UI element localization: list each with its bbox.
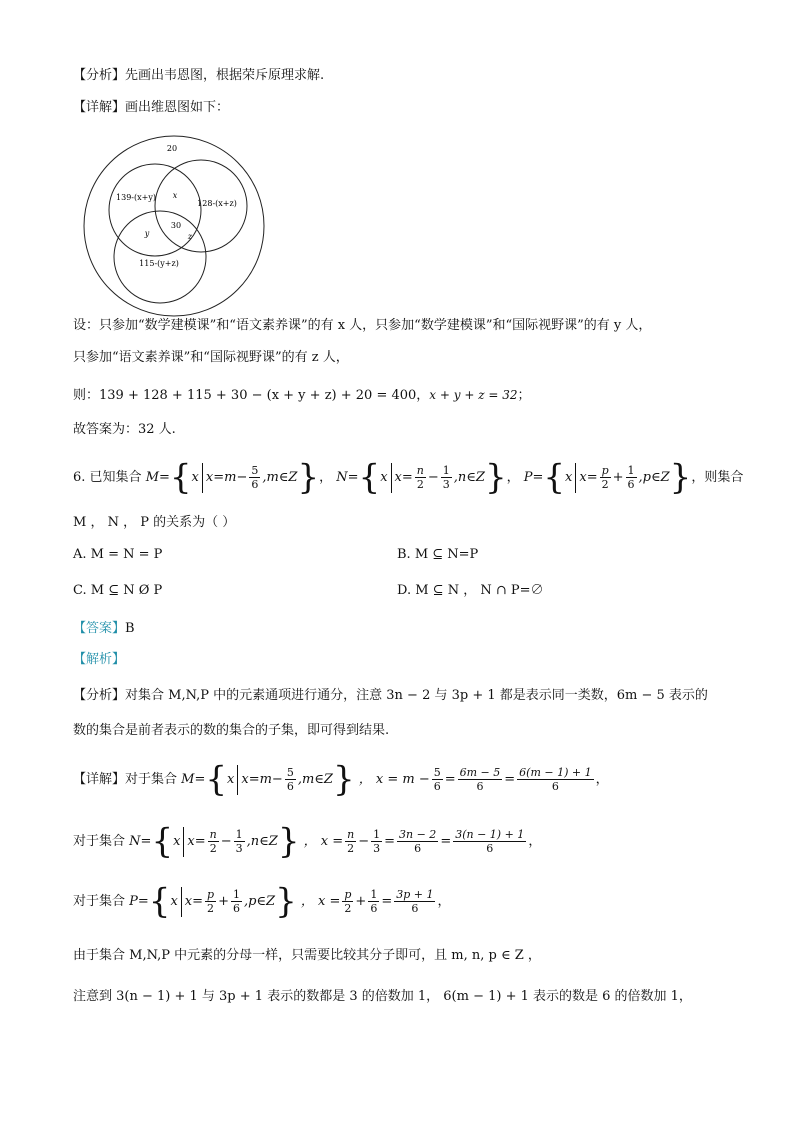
- q6-p-var: x: [565, 470, 573, 485]
- analysis2-line1: 对集合 M,N,P 中的元素通项进行通分，注意 3n − 2 与 3p + 1 都是表示同一类数，6m − 5 表示的: [125, 688, 708, 703]
- option-a: A. M = N = P: [73, 547, 163, 562]
- detail2-n-expr: x=: [187, 834, 206, 849]
- q6-n-rbrace: }: [484, 457, 507, 498]
- detail2-p-f2n: 1: [370, 888, 378, 901]
- q6-sep-2: ，: [506, 470, 520, 485]
- detail2-n-rbrace: }: [277, 821, 300, 862]
- equation-sum: x + y + z = 32: [429, 388, 518, 402]
- detail2-p-fad: 2: [207, 902, 215, 915]
- q6-p-lbrace: {: [543, 457, 566, 498]
- q6-p-num2: 1: [627, 464, 635, 477]
- detail2-n-name: N=: [129, 834, 152, 849]
- q6-n-num1: n: [416, 464, 424, 477]
- detail2-n-f3n: 3n − 2: [399, 828, 437, 841]
- detail2-p-f2: [368, 888, 379, 915]
- detail2-m-f1n: 5: [433, 766, 441, 779]
- detail2-tag: 【详解】: [73, 772, 126, 787]
- venn-label-x: x: [172, 191, 178, 200]
- detail2-p-expr: x=: [184, 894, 204, 909]
- detail-m-line: [73, 759, 609, 800]
- detail2-p-fbd: 6: [232, 902, 240, 915]
- q6-m-tail: ,m∈Z: [262, 470, 298, 485]
- q6-p-frac-2: [626, 464, 637, 491]
- detail2-p-plus: +: [355, 894, 367, 909]
- detail2-n-bar: [183, 827, 184, 857]
- q6-p-bar: [575, 463, 576, 493]
- detail2-p-rbrace: }: [275, 881, 297, 922]
- detail2-n-f1n: n: [347, 828, 355, 841]
- detail2-m-f2d: 6: [476, 780, 484, 793]
- detail2-n-fad: 2: [209, 842, 217, 855]
- detail2-p-f1: [342, 888, 353, 915]
- detail2-p-fa: [205, 888, 216, 915]
- detail2-p-eq: =: [381, 894, 393, 909]
- detail2-n-tail: ,n∈Z: [246, 834, 278, 849]
- detail2-n-f1: [345, 828, 356, 855]
- q6-n-bar: [391, 463, 392, 493]
- q6-m-lbrace: {: [169, 457, 192, 498]
- equation-end: ；: [517, 388, 531, 403]
- q6-n-frac-2: [441, 464, 452, 491]
- q6-m-rbrace: }: [297, 457, 320, 498]
- analysis-text: 先画出韦恩图，根据荣斥原理求解.: [125, 68, 325, 83]
- detail2-m-eq2: =: [504, 772, 516, 787]
- setup-line-2: 只参加“语文素养课”和“国际视野课”的有 z 人，: [73, 350, 349, 365]
- equation-line: [73, 386, 531, 405]
- detail2-n-var: x: [173, 834, 181, 849]
- answer-line-2: [73, 620, 135, 638]
- q6-m-num: 5: [251, 464, 259, 477]
- detail-line-1: [73, 99, 229, 117]
- detail2-m-f3n: 6(m − 1) + 1: [519, 766, 592, 779]
- q6-n-lbrace: {: [358, 457, 381, 498]
- q6-sep-1: ，: [319, 470, 333, 485]
- detail2-m-f2: [458, 766, 503, 793]
- q6-n-frac-1: [415, 464, 426, 491]
- q6-n-minus: −: [427, 470, 439, 485]
- detail2-n-f4n: 3(n − 1) + 1: [455, 828, 525, 841]
- detail2-m-bar: [237, 765, 238, 795]
- detail2-m-f1d: 6: [433, 780, 441, 793]
- detail2-m-f1: [432, 766, 443, 793]
- detail2-p-x: ， x =: [300, 894, 341, 909]
- detail2-n-x: ， x =: [303, 834, 344, 849]
- equation-main: 139 + 128 + 115 + 30 − (x + y + z) + 20 = 400: [99, 388, 417, 403]
- detail2-n-fb: [234, 828, 245, 855]
- venn-label-y: y: [144, 229, 150, 238]
- detail2-p-f3d: 6: [411, 902, 419, 915]
- detail2-n-f4: [453, 828, 526, 855]
- q6-m-var: x: [191, 470, 199, 485]
- q6-n-tail: ,n∈Z: [453, 470, 485, 485]
- q6-p-tail: ,p∈Z: [638, 470, 670, 485]
- detail2-m-f3: [517, 766, 593, 793]
- venn-label-outer: 20: [166, 144, 178, 153]
- q6-n-var: x: [380, 470, 388, 485]
- detail-text: 画出维恩图如下：: [125, 100, 230, 115]
- option-d: D. M ⊆ N ， N ∩ P=∅: [397, 583, 544, 598]
- venn-diagram: [80, 132, 270, 322]
- detail2-m-den: 6: [286, 780, 294, 793]
- q6-m-name: M=: [145, 470, 170, 485]
- detail2-m-eq1: =: [444, 772, 456, 787]
- detail-tag: 【详解】: [73, 100, 126, 115]
- q6-n-name: N=: [336, 470, 359, 485]
- q6-p-den2: 6: [627, 478, 635, 491]
- q6-n-num2: 1: [442, 464, 450, 477]
- detail2-p-f1n: p: [344, 888, 352, 901]
- q6-n-den1: 2: [416, 478, 424, 491]
- detail2-n-eq1: =: [384, 834, 396, 849]
- detail2-p-f2d: 6: [370, 902, 378, 915]
- detail2-n-fbn: 1: [235, 828, 243, 841]
- option-c: C. M ⊆ N Ø P: [73, 583, 163, 598]
- detail2-m-var: x: [227, 772, 235, 787]
- q6-p-num1: p: [601, 464, 609, 477]
- venn-circle-c: [114, 211, 206, 303]
- detail2-m-f3d: 6: [551, 780, 559, 793]
- detail2-m-tail: ,m∈Z: [297, 772, 333, 787]
- detail2-n-f4d: 6: [486, 842, 494, 855]
- q6-n-den2: 3: [442, 478, 450, 491]
- venn-label-center: 30: [170, 221, 182, 230]
- analysis-tag: 【分析】: [73, 68, 126, 83]
- detail2-p-f3n: 3p + 1: [396, 888, 434, 901]
- question-6-line-2: M ， N ， P 的关系为（ ）: [73, 515, 236, 530]
- detail2-m-expr: x=m−: [241, 772, 283, 787]
- detail2-p-f3: [394, 888, 435, 915]
- detail2-p-bar: [181, 887, 182, 917]
- detail2-n-eq2: =: [440, 834, 452, 849]
- equation-sep: ，: [416, 388, 430, 403]
- q6-p-plus: +: [612, 470, 624, 485]
- detail2-m-f2n: 6m − 5: [459, 766, 501, 779]
- detail2-p-comma: ，: [437, 894, 451, 909]
- detail2-n-f2: [371, 828, 382, 855]
- detail2-p-lead: 对于集合: [73, 894, 126, 909]
- q6-p-rbrace: }: [669, 457, 692, 498]
- question-6-line-1: [73, 457, 744, 498]
- q6-p-frac-1: [600, 464, 611, 491]
- detail2-n-minus: −: [358, 834, 370, 849]
- venn-label-b: 128-(x+z): [197, 199, 237, 208]
- analysis-line-1: [73, 67, 324, 85]
- detail2-m-rbrace: }: [332, 759, 355, 800]
- detail2-n-lbrace: {: [151, 821, 174, 862]
- detail-p-line: [73, 881, 451, 922]
- detail2-m-num: 5: [286, 766, 294, 779]
- setup-line-1: 设：只参加“数学建模课”和“语文素养课”的有 x 人，只参加“数学建模课”和“国际视野课”的有 y 人，: [73, 318, 652, 333]
- detail2-p-name: P=: [129, 894, 149, 909]
- detail2-m-comma: ，: [595, 772, 609, 787]
- detail2-m-lead: 对于集合: [125, 772, 178, 787]
- q6-p-expr: x=: [579, 470, 598, 485]
- q6-m-bar: [202, 463, 203, 493]
- detail2-n-fa: [208, 828, 219, 855]
- analysis-line-2a: [73, 687, 708, 705]
- venn-label-z: z: [187, 232, 193, 241]
- analysis-line-2b: 数的集合是前者表示的数的集合的子集，即可得到结果.: [73, 723, 390, 738]
- answer-value: B: [125, 621, 135, 636]
- jiexi-tag: 【解析】: [73, 652, 126, 667]
- detail2-n-fbd: 3: [235, 842, 243, 855]
- denominator-line: 由于集合 M,N,P 中元素的分母一样，只需要比较其分子即可，且 m, n, p ∈ Z ，: [73, 948, 541, 963]
- detail2-p-var: x: [170, 894, 178, 909]
- detail2-p-plus-a: +: [218, 894, 229, 909]
- detail2-p-lbrace: {: [148, 881, 171, 922]
- detail2-p-f1d: 2: [344, 902, 352, 915]
- answer-line-1: 故答案为：32 人.: [73, 422, 176, 437]
- detail2-m-x: ， x = m −: [358, 772, 430, 787]
- detail2-n-f3d: 6: [414, 842, 422, 855]
- analysis2-tag: 【分析】: [73, 688, 126, 703]
- venn-label-a: 139-(x+y): [116, 193, 156, 202]
- detail2-m-name: M=: [181, 772, 206, 787]
- q6-m-den: 6: [251, 478, 259, 491]
- q6-m-frac: [249, 464, 260, 491]
- q6-n-expr: x=: [394, 470, 413, 485]
- detail2-n-lead: 对于集合: [73, 834, 126, 849]
- detail2-p-fb: [231, 888, 242, 915]
- detail2-n-f3: [397, 828, 438, 855]
- detail2-p-tail: ,p∈Z: [243, 894, 276, 909]
- equation-prefix: 则：: [73, 388, 100, 403]
- q6-p-name: P=: [523, 470, 544, 485]
- detail2-n-fan: n: [209, 828, 217, 841]
- q6-p-den1: 2: [601, 478, 609, 491]
- q6-m-expr: x=m−: [205, 470, 248, 485]
- detail2-n-f1d: 2: [347, 842, 355, 855]
- venn-label-c: 115-(y+z): [139, 259, 179, 268]
- detail2-n-comma: ，: [528, 834, 542, 849]
- detail2-n-f2d: 3: [373, 842, 381, 855]
- detail2-p-fan: p: [207, 888, 215, 901]
- option-b: B. M ⊆ N=P: [397, 547, 479, 562]
- detail2-p-fbn: 1: [232, 888, 240, 901]
- detail2-m-frac: [285, 766, 296, 793]
- q6-prefix: 6. 已知集合: [73, 470, 142, 485]
- detail2-m-lbrace: {: [205, 759, 228, 800]
- note-line: 注意到 3(n − 1) + 1 与 3p + 1 表示的数都是 3 的倍数加 1， 6(m − 1) + 1 表示的数是 6 的倍数加 1，: [73, 989, 692, 1004]
- answer-tag: 【答案】: [73, 621, 126, 636]
- q6-suffix: ，则集合: [691, 470, 744, 485]
- detail2-n-f2n: 1: [373, 828, 381, 841]
- detail-n-line: [73, 821, 542, 862]
- detail2-n-minus-a: −: [220, 834, 232, 849]
